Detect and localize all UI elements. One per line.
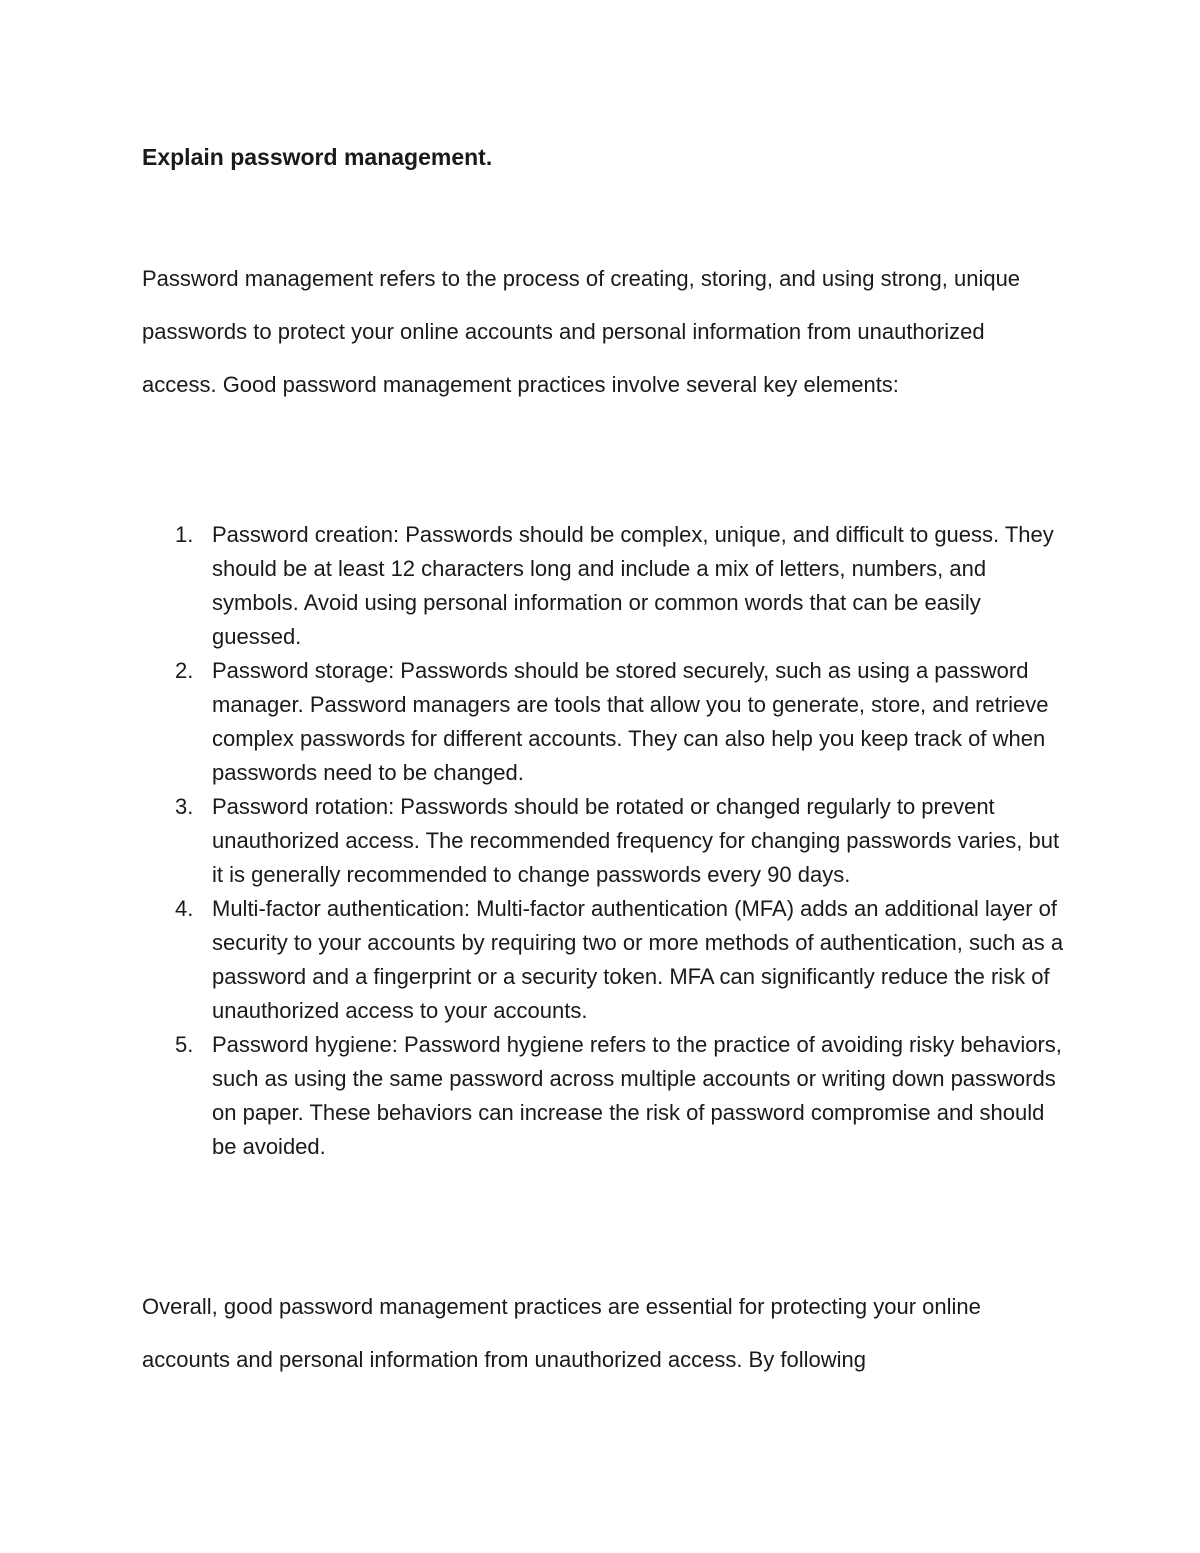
list-item [142, 518, 1067, 654]
list-item-text: Password rotation: Passwords should be rotated or changed regularly to prevent unauthorized access. The recommended frequency for changing passwords varies, but it is generally recommended to change passwords every 90 days. [212, 794, 1060, 887]
list-item-text: Multi-factor authentication: Multi-factor authentication (MFA) adds an additional layer of security to your accounts by requiring two or more methods of authentication, such as a password and a fingerprint or a security token. MFA can significantly reduce the risk of unauthorized access to your accounts. [212, 896, 1064, 1023]
intro-paragraph: Password management refers to the process of creating, storing, and using strong, unique passwords to protect your online accounts and personal information from unauthorized access. Good password management practices involve several key elements: [142, 266, 1021, 397]
list-item-number: 5. [175, 1032, 194, 1057]
list-item-number: 1. [175, 522, 194, 547]
list-item [142, 1028, 1067, 1164]
list-item-text: Password hygiene: Password hygiene refers to the practice of avoiding risky behaviors, such as using the same password across multiple accounts or writing down passwords on paper. These behaviors can increase the risk of password compromise and should be avoided. [212, 1032, 1062, 1159]
closing-paragraph: Overall, good password management practices are essential for protecting your online accounts and personal information from unauthorized access. By following [142, 1294, 981, 1372]
list-item-number: 4. [175, 896, 194, 921]
document-title: Explain password management. [142, 144, 493, 170]
list-item [142, 892, 1067, 1028]
key-elements-list [142, 518, 1067, 1164]
list-item-text: Password storage: Passwords should be stored securely, such as using a password manager. Password managers are tools that allow you to generate, store, and retrieve complex passwords for different accounts. They can also help you keep track of when passwords need to be changed. [212, 658, 1049, 785]
list-item [142, 790, 1067, 892]
list-item-number: 3. [175, 794, 194, 819]
list-item-number: 2. [175, 658, 194, 683]
list-item [142, 654, 1067, 790]
list-item-text: Password creation: Passwords should be complex, unique, and difficult to guess. They should be at least 12 characters long and include a mix of letters, numbers, and symbols. Avoid using personal information or common words that can be easily guessed. [212, 522, 1054, 649]
